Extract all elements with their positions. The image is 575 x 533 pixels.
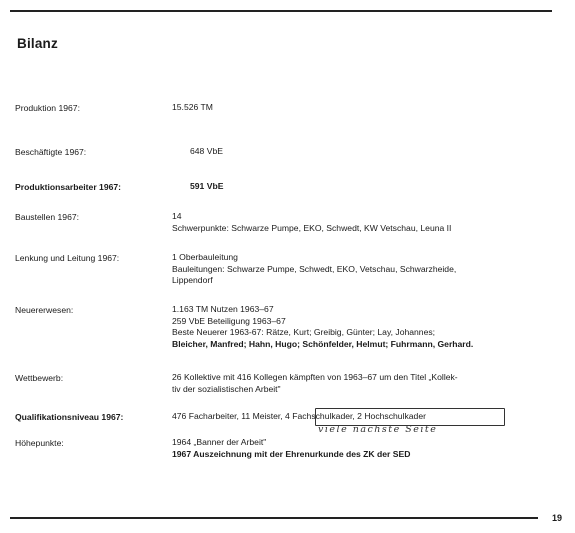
row-label-qualifikationsniveau: Qualifikationsniveau 1967: xyxy=(15,412,124,422)
row-label-neuererwesen: Neuererwesen: xyxy=(15,305,74,315)
row-value-neuererwesen xyxy=(172,304,547,350)
value-line: Bleicher, Manfred; Hahn, Hugo; Schönfelder, Helmut; Fuhrmann, Gerhard. xyxy=(172,338,474,349)
row-label-beschaeftigte: Beschäftigte 1967: xyxy=(15,147,87,157)
value-line: 26 Kollektive mit 416 Kollegen kämpften von 1963–67 um den Titel „Kollek- xyxy=(172,372,458,382)
bottom-rule xyxy=(10,517,538,519)
value-line: 476 Facharbeiter, 11 Meister, 4 Fachschulkader, 2 Hochschulkader xyxy=(172,411,426,421)
row-label-produktionsarbeiter: Produktionsarbeiter 1967: xyxy=(15,182,122,192)
top-rule xyxy=(10,10,552,12)
row-label-lenkung: Lenkung und Leitung 1967: xyxy=(15,253,120,263)
value-line: 15.526 TM xyxy=(172,102,213,112)
value-line: Lippendorf xyxy=(172,275,213,285)
row-value-baustellen xyxy=(172,211,547,234)
page-title: Bilanz xyxy=(17,36,58,51)
value-line: 1.163 TM Nutzen 1963–67 xyxy=(172,304,274,314)
row-value-produktion xyxy=(172,102,547,114)
row-value-wettbewerb xyxy=(172,372,547,395)
value-line: 591 VbE xyxy=(190,181,224,191)
row-label-baustellen: Baustellen 1967: xyxy=(15,212,80,222)
value-line: 1 Oberbauleitung xyxy=(172,252,238,262)
value-line: 1967 Auszeichnung mit der Ehrenurkunde des ZK der SED xyxy=(172,448,411,459)
row-value-produktionsarbeiter xyxy=(172,181,547,193)
row-label-hoehepunkte: Höhepunkte: xyxy=(15,438,64,448)
row-label-produktion: Produktion 1967: xyxy=(15,103,80,113)
value-line: 648 VbE xyxy=(190,146,223,156)
value-line: 259 VbE Beteiligung 1963–67 xyxy=(172,315,286,326)
value-line: tiv der sozialistischen Arbeit" xyxy=(172,383,281,394)
value-line: 1964 „Banner der Arbeit" xyxy=(172,437,267,447)
value-line: Schwerpunkte: Schwarze Pumpe, EKO, Schwedt, KW Vetschau, Leuna II xyxy=(172,222,452,233)
value-line: 14 xyxy=(172,211,182,221)
row-value-hoehepunkte xyxy=(172,437,547,460)
value-line: Beste Neuerer 1963-67: Rätze, Kurt; Greibig, Günter; Lay, Johannes; xyxy=(172,327,436,337)
row-value-lenkung xyxy=(172,252,547,287)
row-value-beschaeftigte xyxy=(172,146,547,158)
handwritten-note: viele nächste Seite xyxy=(318,424,438,435)
row-label-wettbewerb: Wettbewerb: xyxy=(15,373,64,383)
page-number: 19 xyxy=(552,513,563,523)
value-line: Bauleitungen: Schwarze Pumpe, Schwedt, EKO, Vetschau, Schwarzheide, xyxy=(172,263,457,274)
